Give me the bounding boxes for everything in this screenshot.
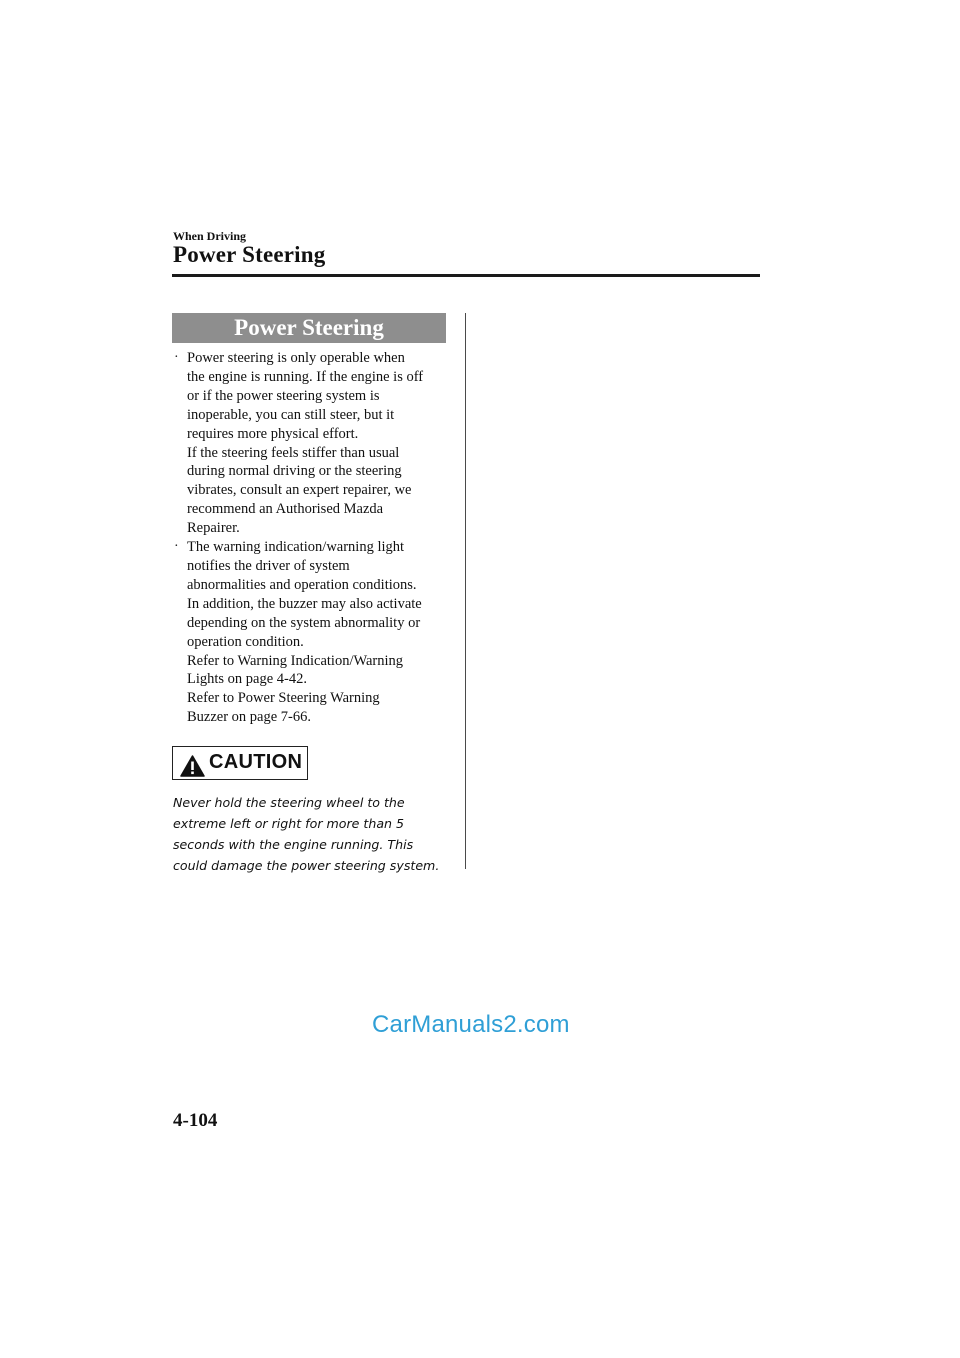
bullet-line: notifies the driver of system xyxy=(187,557,350,574)
bullet-line: Lights on page 4-42. xyxy=(187,671,308,688)
bullet-item xyxy=(172,538,462,727)
bullet-line: inoperable, you can still steer, but it xyxy=(187,406,395,423)
warning-triangle-icon xyxy=(180,755,205,777)
caution-line: extreme left or right for more than 5 xyxy=(173,816,405,831)
column-divider xyxy=(465,313,466,869)
bullet-line: If the steering feels stiffer than usual xyxy=(187,444,400,461)
bullet-list xyxy=(172,349,462,727)
bullet-item xyxy=(172,349,462,538)
page-number: 4-104 xyxy=(173,1110,218,1131)
bullet-line: Refer to Warning Indication/Warning xyxy=(187,652,404,669)
section-banner: Power Steering xyxy=(172,313,446,343)
caution-badge xyxy=(172,746,308,780)
bullet-line: or if the power steering system is xyxy=(187,387,380,404)
bullet-line: In addition, the buzzer may also activate xyxy=(187,595,422,612)
bullet-line: The warning indication/warning light xyxy=(187,539,405,556)
caution-line: Never hold the steering wheel to the xyxy=(173,795,405,810)
bullet-line: abnormalities and operation conditions. xyxy=(187,576,417,593)
bullet-line: depending on the system abnormality or xyxy=(187,614,421,631)
caution-line: seconds with the engine running. This xyxy=(173,837,414,852)
header-rule xyxy=(172,274,760,277)
bullet-mark: · xyxy=(174,350,179,365)
bullet-line: Refer to Power Steering Warning xyxy=(187,690,380,707)
bullet-line: during normal driving or the steering xyxy=(187,463,402,480)
bullet-line: Power steering is only operable when xyxy=(187,350,405,366)
chapter-title: Power Steering xyxy=(173,242,326,267)
bullet-line: recommend an Authorised Mazda xyxy=(187,501,384,518)
bullet-line: vibrates, consult an expert repairer, we xyxy=(187,482,412,499)
bullet-line: the engine is running. If the engine is off xyxy=(187,368,424,385)
bullet-line: operation condition. xyxy=(187,633,304,650)
caution-text xyxy=(173,792,463,876)
watermark-link[interactable]: CarManuals2.com xyxy=(372,1011,570,1038)
caution-label: CAUTION xyxy=(209,751,303,773)
bullet-line: Repairer. xyxy=(187,520,240,537)
caution-line: could damage the power steering system. xyxy=(173,858,440,873)
bullet-line: Buzzer on page 7-66. xyxy=(187,709,312,726)
bullet-mark: · xyxy=(174,539,179,555)
bullet-line: requires more physical effort. xyxy=(187,425,359,442)
section-label: When Driving xyxy=(173,229,247,243)
